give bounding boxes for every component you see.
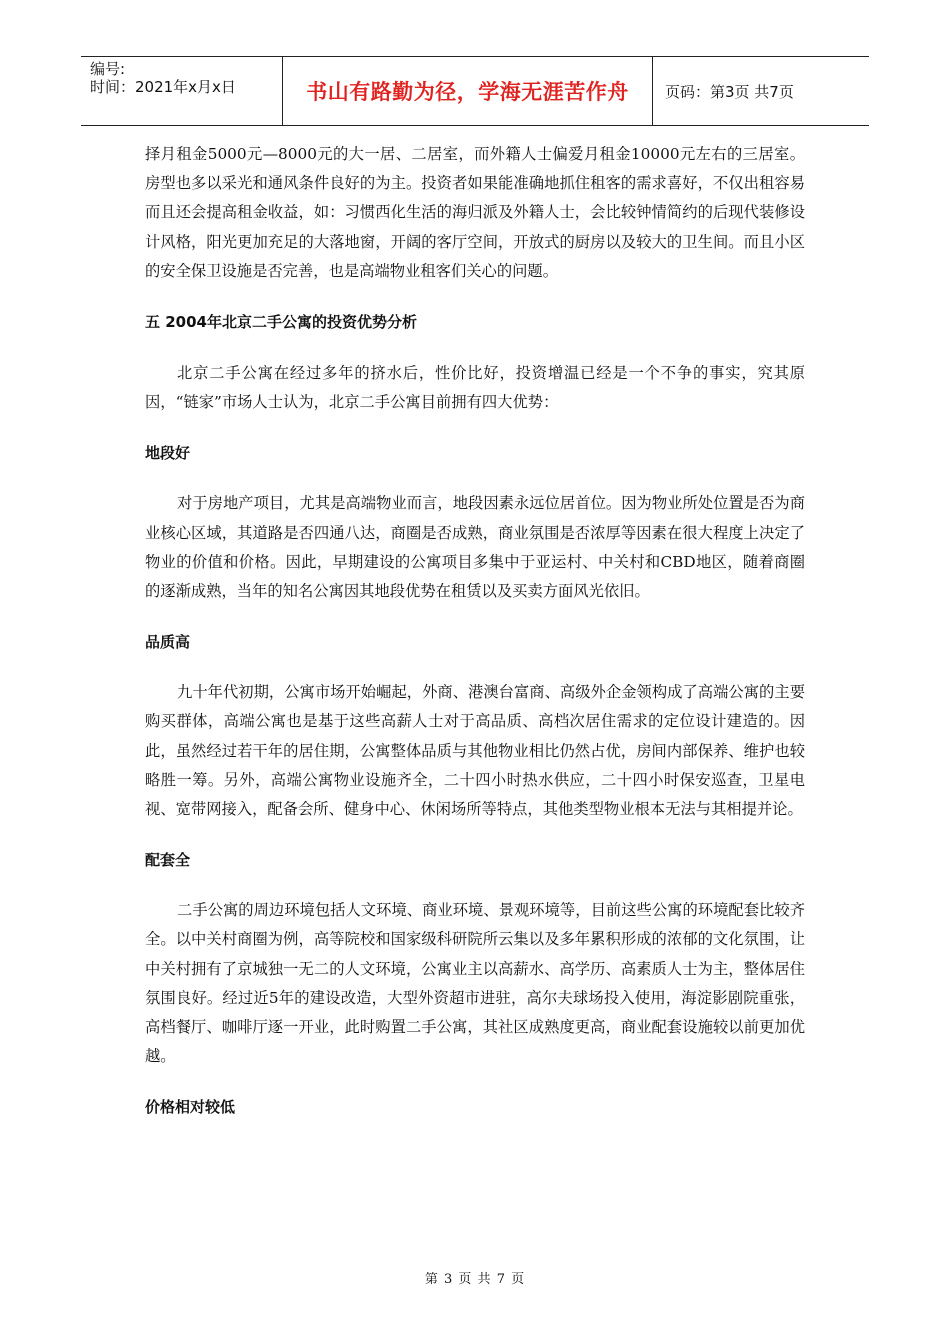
header-meta [81,57,283,125]
subheading-quality: 品质高 [145,633,191,652]
header-page-info: 页码：第3页 共7页 [665,82,794,101]
document-time-label: 时间：2021年x月x日 [90,78,236,96]
document-body [145,140,805,1118]
subheading-price: 价格相对较低 [145,1098,236,1117]
paragraph-quality: 九十年代初期，公寓市场开始崛起，外商、港澳台富商、高级外企金领构成了高端公寓的主要购买群体，高端公寓也是基于这些高薪人士对于高品质、高档次居住需求的定位设计建造的。因此，虽然经过若干年的居住期，公寓整体品质与其他物业相比仍然占优，房间内部保养、维护也较略胜一筹。另外，高端公寓物业设施齐全，二十四小时热水供应，二十四小时保安巡查，卫星电视、宽带网接入，配备会所、健身中心、休闲场所等特点，其他类型物业根本无法与其相提并论。 [145,683,805,819]
page-header [81,56,869,126]
header-motto: 书山有路勤为径，学海无涯苦作舟 [283,57,653,125]
paragraph-rent-preferences: 择月租金5000元—8000元的大一居、二居室，而外籍人士偏爱月租金10000元左右的三居室。房型也多以采光和通风条件良好的为主。投资者如果能准确地抓住租客的需求喜好，不仅出租容易而且还会提高租金收益，如：习惯西化生活的海归派及外籍人士，会比较钟情简约的后现代装修设计风格，阳光更加充足的大落地窗，开阔的客厅空间，开放式的厨房以及较大的卫生间。而且小区的安全保卫设施是否完善，也是高端物业租客们关心的问题。 [145,145,805,280]
paragraph-location: 对于房地产项目，尤其是高端物业而言，地段因素永远位居首位。因为物业所处位置是否为商业核心区域，其道路是否四通八达，商圈是否成熟，商业氛围是否浓厚等因素在很大程度上决定了物业的价值和价格。因此，早期建设的公寓项目多集中于亚运村、中关村和CBD地区，随着商圈的逐渐成熟，当年的知名公寓因其地段优势在租赁以及买卖方面风光依旧。 [145,494,805,601]
subheading-facilities: 配套全 [145,851,191,870]
subheading-location: 地段好 [145,444,191,463]
section-title: 五 2004年北京二手公寓的投资优势分析 [145,313,417,332]
document-number-label: 编号: [90,60,126,78]
paragraph-four-advantages: 北京二手公寓在经过多年的挤水后，性价比好，投资增温已经是一个不争的事实，究其原因，“链家”市场人士认为，北京二手公寓目前拥有四大优势： [145,364,805,412]
page-footer: 第 3 页 共 7 页 [424,1272,526,1287]
paragraph-facilities: 二手公寓的周边环境包括人文环境、商业环境、景观环境等，目前这些公寓的环境配套比较齐全。以中关村商圈为例，高等院校和国家级科研院所云集以及多年累积形成的浓郁的文化氛围，让中关村拥有了京城独一无二的人文环境，公寓业主以高薪水、高学历、高素质人士为主，整体居住氛围良好。经过近5年的建设改造，大型外资超市进驻，高尔夫球场投入使用，海淀影剧院重张，高档餐厅、咖啡厅逐一开业，此时购置二手公寓，其社区成熟度更高，商业配套设施较以前更加优越。 [145,901,805,1066]
